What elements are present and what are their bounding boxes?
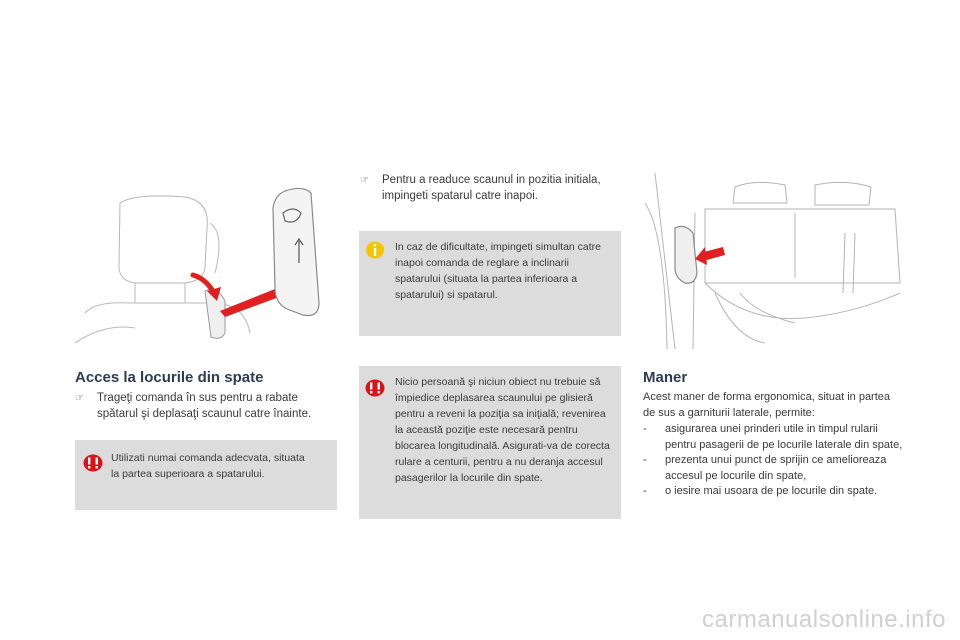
info-icon — [365, 241, 385, 259]
list-item: - prezenta unui punct de sprijin ce amelioreaza accesul pe locurile din spate, — [643, 454, 887, 482]
info-text: In caz de dificultate, impingeti simultan catre inapoi comanda de reglare a inclinarii spatarului (situata la partea inferioara a spatarului) si spatarul. — [395, 241, 602, 301]
instruction-bullet — [75, 390, 337, 422]
warning-box-middle — [359, 366, 621, 519]
rear-seat-illustration — [645, 173, 905, 349]
pointing-hand-icon: ☞ — [360, 175, 369, 186]
warning-icon — [83, 454, 103, 472]
warning-box-left — [75, 440, 337, 510]
list-item: - asigurarea unei prinderi utile in timpul rularii pentru pasagerii de pe locurile laterale din spate, — [643, 423, 903, 451]
list-item: - o iesire mai usoara de pe locurile din spate. — [643, 485, 878, 497]
seat-lever-drawing — [75, 183, 337, 353]
section-heading-acces: Acces la locurile din spate — [75, 369, 264, 386]
warning-text-middle: Nicio persoană şi niciun obiect nu trebuie să împiedice deplasarea scaunului pe glisieră pentru a reveni la poziţia sa iniţială; revenirea la această poziţie este necesară pentru blocarea longitudinală. Asigurati-va de corecta rulare a centurii, pentru a nu deranja accesul pasagerilor la locurile din spate. — [395, 376, 610, 484]
warning-icon — [365, 379, 385, 397]
instruction-text-return: Pentru a readuce scaunul in pozitia initiala, impingeti spatarul catre inapoi. — [382, 174, 601, 202]
seat-lever-illustration — [75, 183, 337, 353]
rear-seat-drawing — [645, 173, 905, 349]
info-box — [359, 231, 621, 336]
warning-text-left: Utilizati numai comanda adecvata, situata la partea superioara a spatarului. — [111, 452, 305, 480]
instruction-bullet-return — [360, 172, 622, 204]
watermark: carmanualsonline.info — [702, 606, 946, 633]
maner-feature-list — [643, 422, 908, 500]
maner-intro: Acest maner de forma ergonomica, situat in partea de sus a garniturii laterale, permite: — [643, 391, 891, 419]
section-heading-maner: Maner — [643, 369, 688, 386]
pointing-hand-icon: ☞ — [75, 393, 84, 404]
instruction-text: Trageţi comanda în sus pentru a rabate spătarul şi deplasaţi scaunul catre înainte. — [97, 392, 312, 420]
